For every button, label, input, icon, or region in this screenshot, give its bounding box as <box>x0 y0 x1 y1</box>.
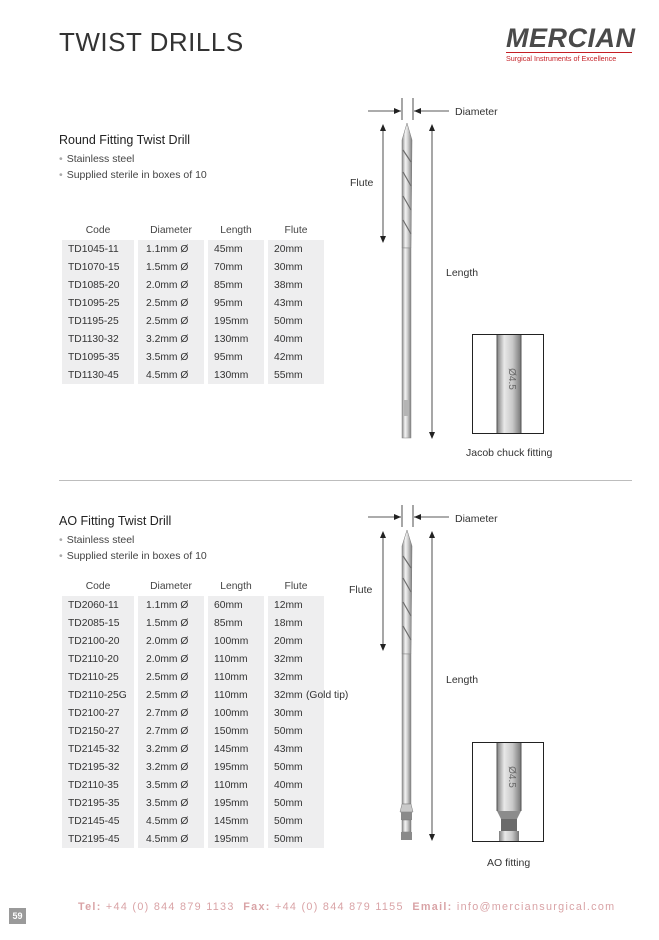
cell-diameter: 3.5mm Ø <box>138 794 204 812</box>
tel-number: +44 (0) 844 879 1133 <box>105 901 235 913</box>
ao-section-title: AO Fitting Twist Drill <box>59 514 172 528</box>
gold-tip-note: (Gold tip) <box>306 690 349 701</box>
cell-length: 195mm <box>208 830 264 848</box>
email-label: Email: <box>412 901 453 913</box>
cell-code: TD1095-35 <box>62 348 134 366</box>
cell-code: TD2110-25G <box>62 686 134 704</box>
cell-diameter: 1.1mm Ø <box>138 240 204 258</box>
cell-code: TD2145-45 <box>62 812 134 830</box>
tel-label: Tel: <box>78 901 102 913</box>
cell-length: 145mm <box>208 740 264 758</box>
cell-code: TD2145-32 <box>62 740 134 758</box>
cell-diameter: 2.5mm Ø <box>138 312 204 330</box>
cell-diameter: 3.2mm Ø <box>138 758 204 776</box>
page-title: TWIST DRILLS <box>59 27 244 57</box>
page-number: 59 <box>9 908 26 924</box>
cell-flute: 32mm <box>268 686 324 704</box>
cell-diameter: 2.7mm Ø <box>138 722 204 740</box>
cell-length: 95mm <box>208 294 264 312</box>
cell-length: 130mm <box>208 366 264 384</box>
cell-flute: 50mm <box>268 812 324 830</box>
cell-diameter: 4.5mm Ø <box>138 812 204 830</box>
cell-flute: 40mm <box>268 776 324 794</box>
cell-length: 110mm <box>208 776 264 794</box>
ao-inset-marking: Ø4.5 <box>506 766 517 788</box>
round-section-title: Round Fitting Twist Drill <box>59 133 191 147</box>
cell-code: TD2195-32 <box>62 758 134 776</box>
round-diameter-label: Diameter <box>455 106 498 118</box>
cell-flute: 12mm <box>268 596 324 614</box>
cell-diameter: 3.2mm Ø <box>138 740 204 758</box>
cell-code: TD2110-20 <box>62 650 134 668</box>
ao-length-dimension <box>429 531 435 841</box>
cell-code: TD2060-11 <box>62 596 134 614</box>
ao-diameter-dimension <box>368 505 449 527</box>
cell-diameter: 1.5mm Ø <box>138 614 204 632</box>
cell-length: 195mm <box>208 794 264 812</box>
logo-tagline: Surgical Instruments of Excellence <box>506 52 632 63</box>
column-header-length: Length <box>220 580 252 592</box>
cell-flute: 32mm <box>268 650 324 668</box>
footer-contact <box>78 901 615 913</box>
cell-length: 110mm <box>208 668 264 686</box>
cell-diameter: 4.5mm Ø <box>138 366 204 384</box>
cell-flute: 50mm <box>268 312 324 330</box>
cell-length: 95mm <box>208 348 264 366</box>
cell-code: TD2195-35 <box>62 794 134 812</box>
cell-code: TD1085-20 <box>62 276 134 294</box>
fax-label: Fax: <box>243 901 271 913</box>
ao-bullet-item: • Stainless steel <box>59 532 207 548</box>
email-address[interactable]: info@merciansurgical.com <box>456 901 616 913</box>
ao-inset-caption: AO fitting <box>487 857 531 869</box>
cell-code: TD1070-15 <box>62 258 134 276</box>
ao-diameter-label: Diameter <box>455 513 498 525</box>
cell-length: 130mm <box>208 330 264 348</box>
cell-length: 195mm <box>208 758 264 776</box>
cell-diameter: 3.5mm Ø <box>138 348 204 366</box>
column-header-length: Length <box>220 224 252 236</box>
column-header-code: Code <box>85 224 111 236</box>
cell-flute: 30mm <box>268 258 324 276</box>
cell-code: TD2085-15 <box>62 614 134 632</box>
cell-flute: 50mm <box>268 722 324 740</box>
cell-length: 45mm <box>208 240 264 258</box>
cell-flute: 20mm <box>268 632 324 650</box>
cell-flute: 43mm <box>268 294 324 312</box>
ao-bullet-item: • Supplied sterile in boxes of 10 <box>59 548 207 564</box>
round-inset-marking: Ø4.5 <box>506 368 517 390</box>
cell-length: 110mm <box>208 650 264 668</box>
cell-diameter: 2.7mm Ø <box>138 704 204 722</box>
cell-flute: 30mm <box>268 704 324 722</box>
ao-flute-label: Flute <box>349 584 373 596</box>
cell-length: 85mm <box>208 614 264 632</box>
cell-diameter: 2.5mm Ø <box>138 668 204 686</box>
cell-length: 70mm <box>208 258 264 276</box>
cell-code: TD1095-25 <box>62 294 134 312</box>
cell-length: 100mm <box>208 704 264 722</box>
cell-flute: 32mm <box>268 668 324 686</box>
cell-diameter: 2.0mm Ø <box>138 650 204 668</box>
cell-length: 195mm <box>208 312 264 330</box>
cell-length: 110mm <box>208 686 264 704</box>
cell-diameter: 4.5mm Ø <box>138 830 204 848</box>
cell-length: 60mm <box>208 596 264 614</box>
column-header-flute: Flute <box>284 224 308 236</box>
cell-code: TD2100-27 <box>62 704 134 722</box>
cell-flute: 40mm <box>268 330 324 348</box>
round-flute-label: Flute <box>350 177 374 189</box>
column-header-diameter: Diameter <box>150 224 192 236</box>
logo-wordmark: MERCIAN <box>506 23 636 53</box>
round-inset-caption: Jacob chuck fitting <box>466 447 553 459</box>
cell-length: 150mm <box>208 722 264 740</box>
ao-length-label: Length <box>446 674 479 686</box>
cell-flute: 50mm <box>268 830 324 848</box>
cell-flute: 38mm <box>268 276 324 294</box>
cell-flute: 50mm <box>268 794 324 812</box>
cell-code: TD2110-35 <box>62 776 134 794</box>
cell-flute: 50mm <box>268 758 324 776</box>
column-header-flute: Flute <box>284 580 308 592</box>
cell-code: TD2100-20 <box>62 632 134 650</box>
cell-code: TD2195-45 <box>62 830 134 848</box>
cell-diameter: 2.0mm Ø <box>138 276 204 294</box>
column-header-diameter: Diameter <box>150 580 192 592</box>
cell-code: TD1045-11 <box>62 240 134 258</box>
cell-diameter: 3.2mm Ø <box>138 330 204 348</box>
cell-flute: 20mm <box>268 240 324 258</box>
cell-diameter: 2.0mm Ø <box>138 632 204 650</box>
cell-length: 85mm <box>208 276 264 294</box>
cell-code: TD1195-25 <box>62 312 134 330</box>
cell-flute: 42mm <box>268 348 324 366</box>
cell-code: TD1130-32 <box>62 330 134 348</box>
ao-drill-image <box>400 530 413 840</box>
cell-diameter: 1.1mm Ø <box>138 596 204 614</box>
cell-diameter: 2.5mm Ø <box>138 686 204 704</box>
round-bullet-item: • Supplied sterile in boxes of 10 <box>59 167 207 183</box>
cell-code: TD2110-25 <box>62 668 134 686</box>
cell-flute: 55mm <box>268 366 324 384</box>
round-bullet-item: • Stainless steel <box>59 151 207 167</box>
cell-code: TD2150-27 <box>62 722 134 740</box>
ao-flute-dimension <box>380 531 386 651</box>
cell-diameter: 2.5mm Ø <box>138 294 204 312</box>
column-header-code: Code <box>85 580 111 592</box>
cell-length: 100mm <box>208 632 264 650</box>
cell-length: 145mm <box>208 812 264 830</box>
cell-diameter: 1.5mm Ø <box>138 258 204 276</box>
cell-flute: 43mm <box>268 740 324 758</box>
ao-fitting-closeup <box>473 743 544 842</box>
fax-number: +44 (0) 844 879 1155 <box>275 901 404 913</box>
ao-fitting-inset-photo <box>472 742 544 842</box>
cell-diameter: 3.5mm Ø <box>138 776 204 794</box>
round-length-label: Length <box>446 267 479 279</box>
cell-flute: 18mm <box>268 614 324 632</box>
cell-code: TD1130-45 <box>62 366 134 384</box>
